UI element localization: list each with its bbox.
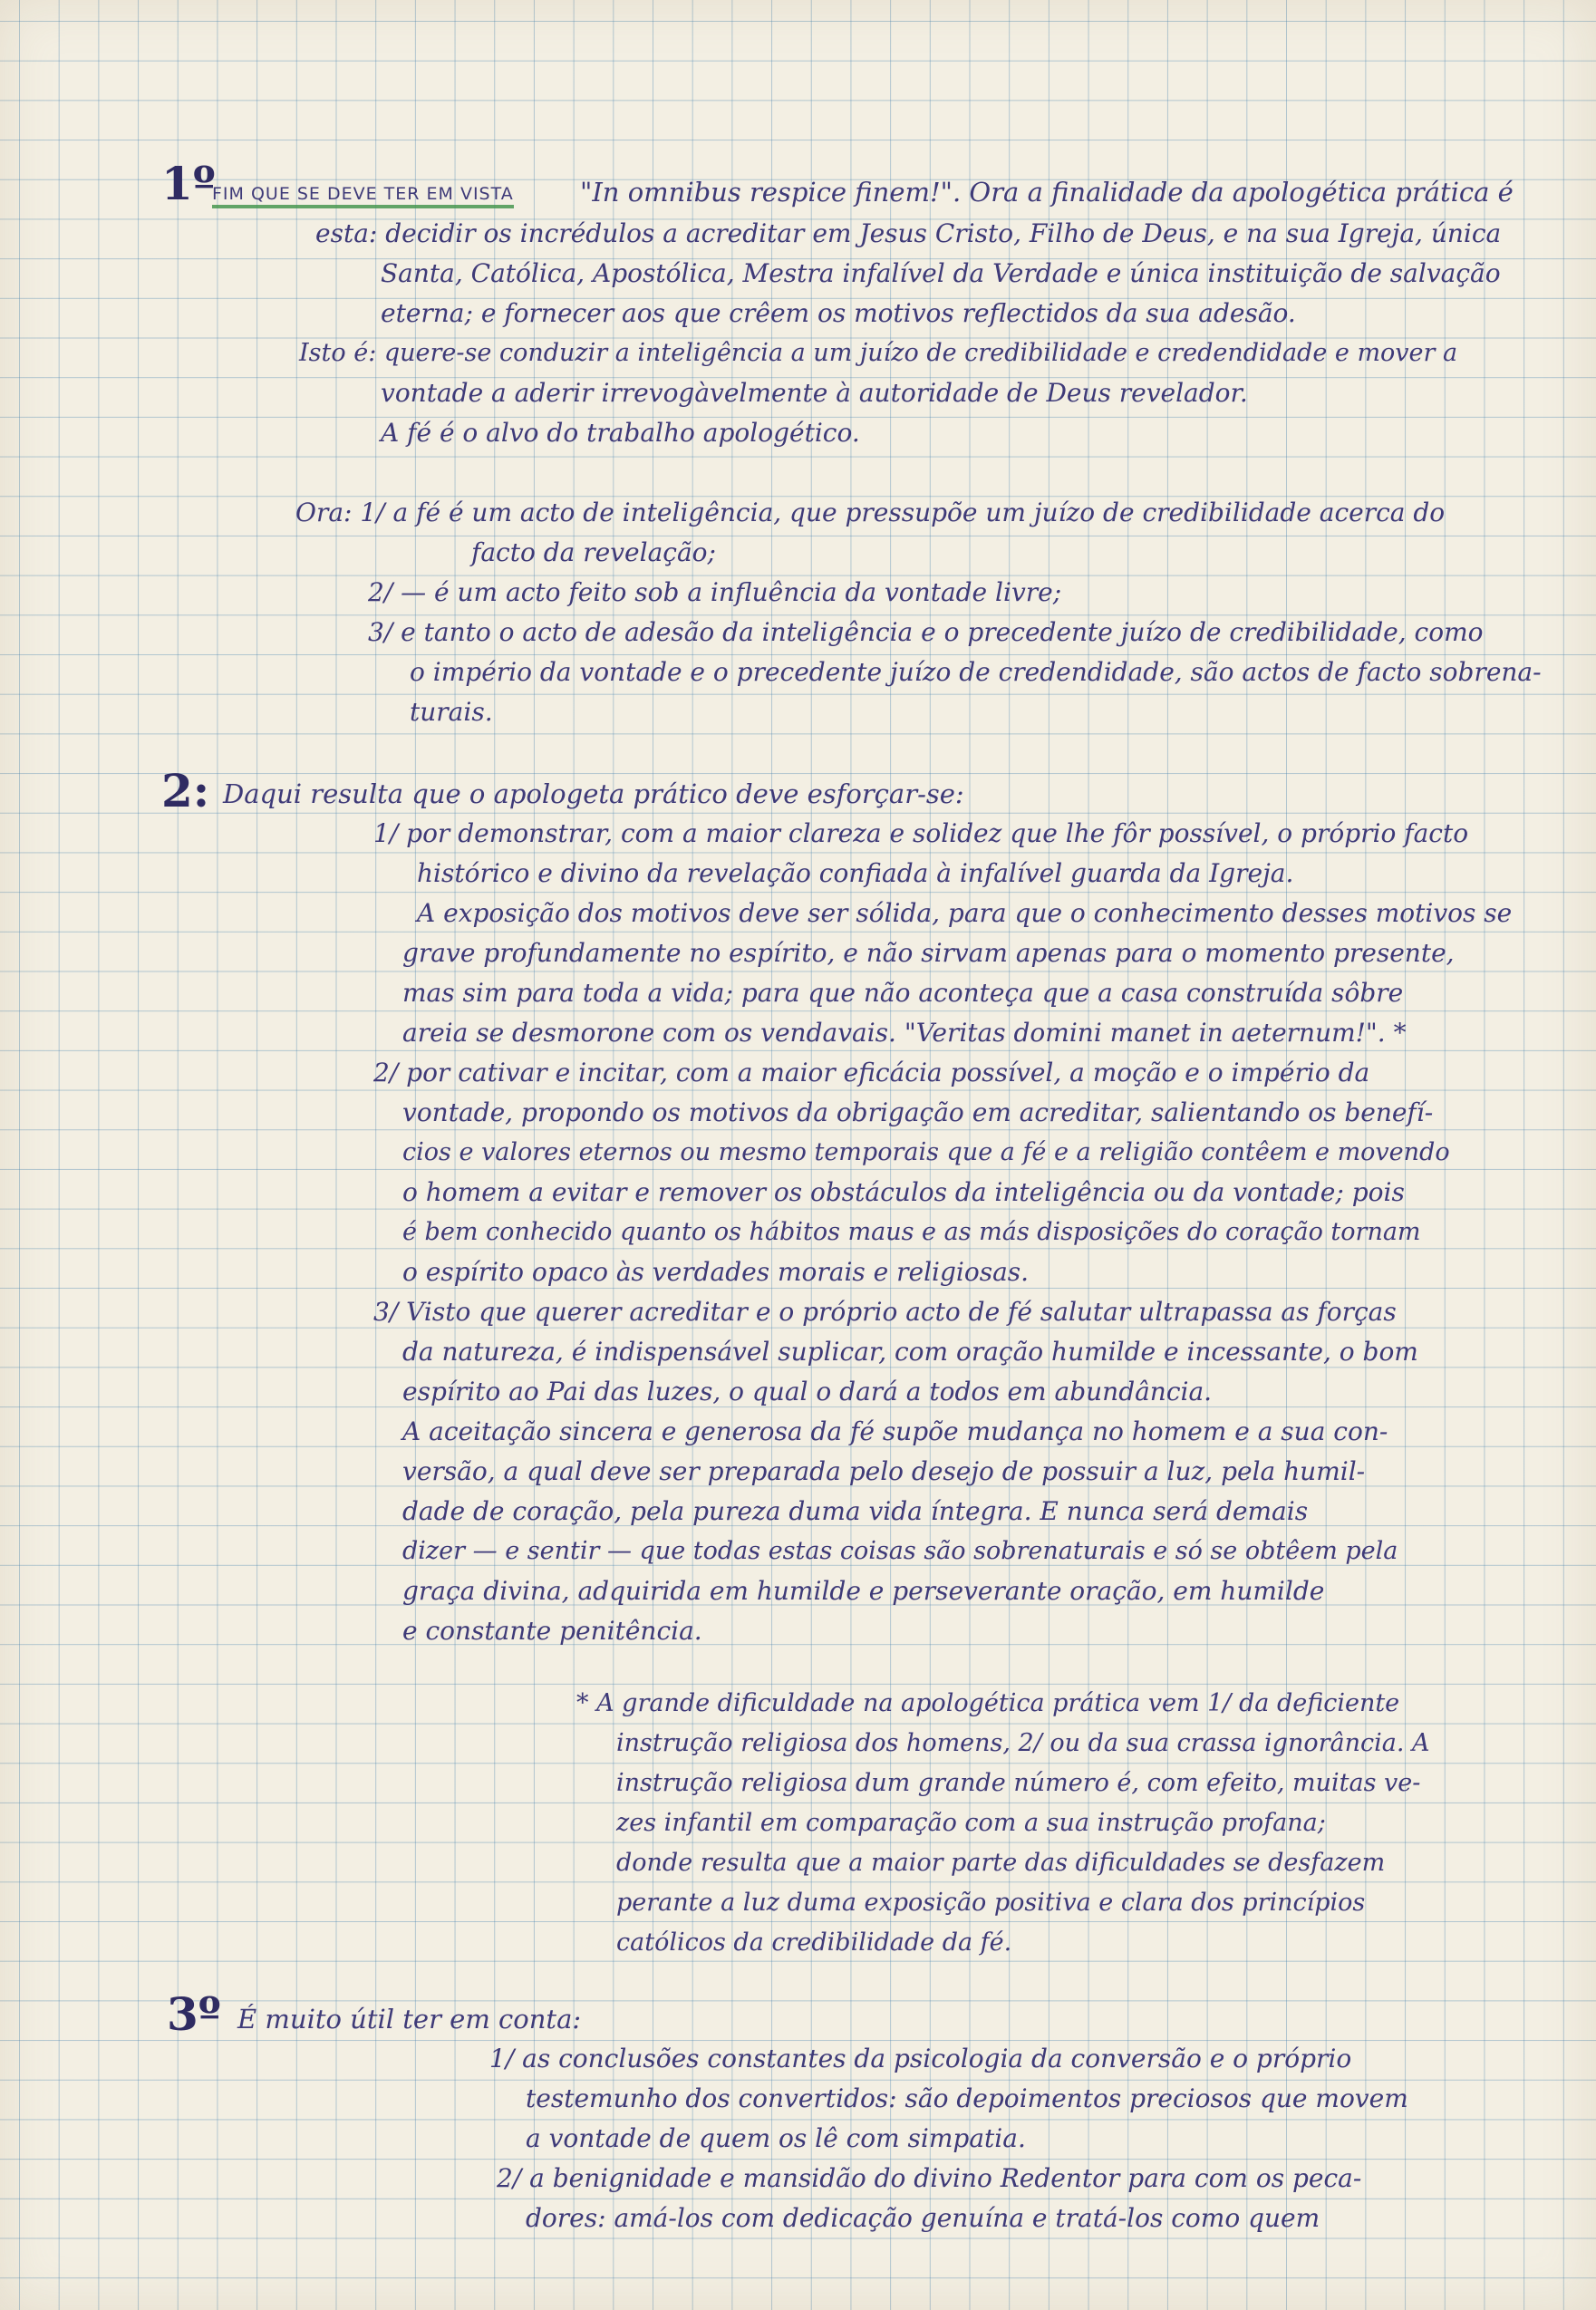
section-2-line: 2/ por cativar e incitar, com a maior eficácia possível, a moção e o império da <box>373 1058 1370 1087</box>
section-1-line: A fé é o alvo do trabalho apologético. <box>381 418 860 448</box>
footnote-line: * A grande dificuldade na apologética prática vem 1/ da deficiente <box>576 1689 1400 1717</box>
section-2-line: dizer — e sentir — que todas estas coisas são sobrenaturais e só se obtêem pela <box>402 1537 1398 1565</box>
footnote-line: perante a luz duma exposição positiva e clara dos princípios <box>616 1889 1366 1917</box>
section-1-line: facto da revelação; <box>471 537 716 567</box>
section-2-line: o espírito opaco às verdades morais e religiosas. <box>402 1257 1030 1287</box>
section-2-line: 1/ por demonstrar, com a maior clareza e solidez que lhe fôr possível, o próprio facto <box>373 818 1469 848</box>
section-3-line: testemunho dos convertidos: são depoimentos preciosos que movem <box>526 2083 1408 2113</box>
footnote-line: zes infantil em comparação com a sua instrução profana; <box>616 1809 1326 1837</box>
section-2-line: versão, a qual deve ser preparada pelo desejo de possuir a luz, pela humil- <box>402 1456 1366 1486</box>
section-2-line: da natureza, é indispensável suplicar, com oração humilde e incessante, o bom <box>402 1337 1418 1367</box>
section-2-number: 2: <box>161 764 210 817</box>
section-2-line: e constante penitência. <box>402 1616 702 1646</box>
section-1-line: Santa, Católica, Apostólica, Mestra infalível da Verdade e única instituição de salvação <box>381 258 1501 288</box>
section-2-line: A exposição dos motivos deve ser sólida, para que o conhecimento desses motivos se <box>417 898 1513 928</box>
section-3-number: 3º <box>167 1987 221 2041</box>
section-1-line: vontade a aderir irrevogàvelmente à autoridade de Deus revelador. <box>381 378 1248 408</box>
section-1-line: 2/ — é um acto feito sob a influência da vontade livre; <box>368 577 1062 607</box>
section-2-line: mas sim para toda a vida; para que não aconteça que a casa construída sôbre <box>402 978 1404 1008</box>
footnote-line: católicos da credibilidade da fé. <box>616 1928 1012 1957</box>
section-2-line: vontade, propondo os motivos da obrigação em acreditar, salientando os benefí- <box>402 1097 1434 1127</box>
section-2-line: 3/ Visto que querer acreditar e o próprio acto de fé salutar ultrapassa as forças <box>373 1297 1397 1327</box>
section-1-line: Isto é: quere-se conduzir a inteligência a um juízo de credibilidade e credendidade e mover a <box>299 339 1458 367</box>
section-2-line: Daqui resulta que o apologeta prático deve esforçar-se: <box>223 778 964 809</box>
section-1-line: esta: decidir os incrédulos a acreditar em Jesus Cristo, Filho de Deus, e na sua Igreja, única <box>315 218 1502 248</box>
section-1-line: eterna; e fornecer aos que crêem os motivos reflectidos da sua adesão. <box>381 298 1296 328</box>
section-1-line: o império da vontade e o precedente juízo de credendidade, são actos de facto sobrena- <box>410 657 1542 687</box>
section-3-line: a vontade de quem os lê com simpatia. <box>526 2123 1026 2153</box>
section-2-line: histórico e divino da revelação confiada à infalível guarda da Igreja. <box>417 858 1294 888</box>
section-2-line: A aceitação sincera e generosa da fé supõe mudança no homem e a sua con- <box>402 1416 1388 1446</box>
footnote-line: instrução religiosa dos homens, 2/ ou da sua crassa ignorância. A <box>616 1729 1430 1757</box>
section-1-line: "In omnibus respice finem!". Ora a finalidade da apologética prática é <box>580 177 1514 208</box>
section-2-line: é bem conhecido quanto os hábitos maus e as más disposições do coração tornam <box>402 1218 1421 1246</box>
section-2-line: espírito ao Pai das luzes, o qual o dará a todos em abundância. <box>402 1377 1213 1406</box>
section-3-line: É muito útil ter em conta: <box>237 2004 582 2035</box>
section-3-line: 2/ a benignidade e mansidão do divino Redentor para com os peca- <box>497 2163 1362 2193</box>
section-1-number: 1º <box>161 157 216 210</box>
footnote-line: instrução religiosa dum grande número é, com efeito, muitas ve- <box>616 1769 1421 1797</box>
section-2-line: graça divina, adquirida em humilde e perseverante oração, em humilde <box>402 1576 1325 1606</box>
section-3-line: dores: amá-los com dedicação genuína e tratá-los como quem <box>526 2203 1320 2233</box>
section-2-line: o homem a evitar e remover os obstáculos da inteligência ou da vontade; pois <box>402 1177 1405 1207</box>
section-1-line: turais. <box>410 697 493 727</box>
section-2-line: cios e valores eternos ou mesmo temporais que a fé e a religião contêem e movendo <box>402 1138 1450 1166</box>
section-2-line: areia se desmorone com os vendavais. "Veritas domini manet in aeternum!". * <box>402 1018 1407 1048</box>
footnote-line: donde resulta que a maior parte das dificuldades se desfazem <box>616 1849 1386 1877</box>
section-2-line: dade de coração, pela pureza duma vida íntegra. E nunca será demais <box>402 1496 1309 1526</box>
section-1-heading: FIM QUE SE DEVE TER EM VISTA <box>212 184 514 208</box>
section-2-line: grave profundamente no espírito, e não sirvam apenas para o momento presente, <box>402 938 1455 968</box>
section-1-line: Ora: 1/ a fé é um acto de inteligência, que pressupõe um juízo de credibilidade acerca do <box>295 498 1446 527</box>
section-1-line: 3/ e tanto o acto de adesão da inteligência e o precedente juízo de credibilidade, como <box>368 617 1484 647</box>
section-3-line: 1/ as conclusões constantes da psicologia da conversão e o próprio <box>489 2044 1352 2073</box>
